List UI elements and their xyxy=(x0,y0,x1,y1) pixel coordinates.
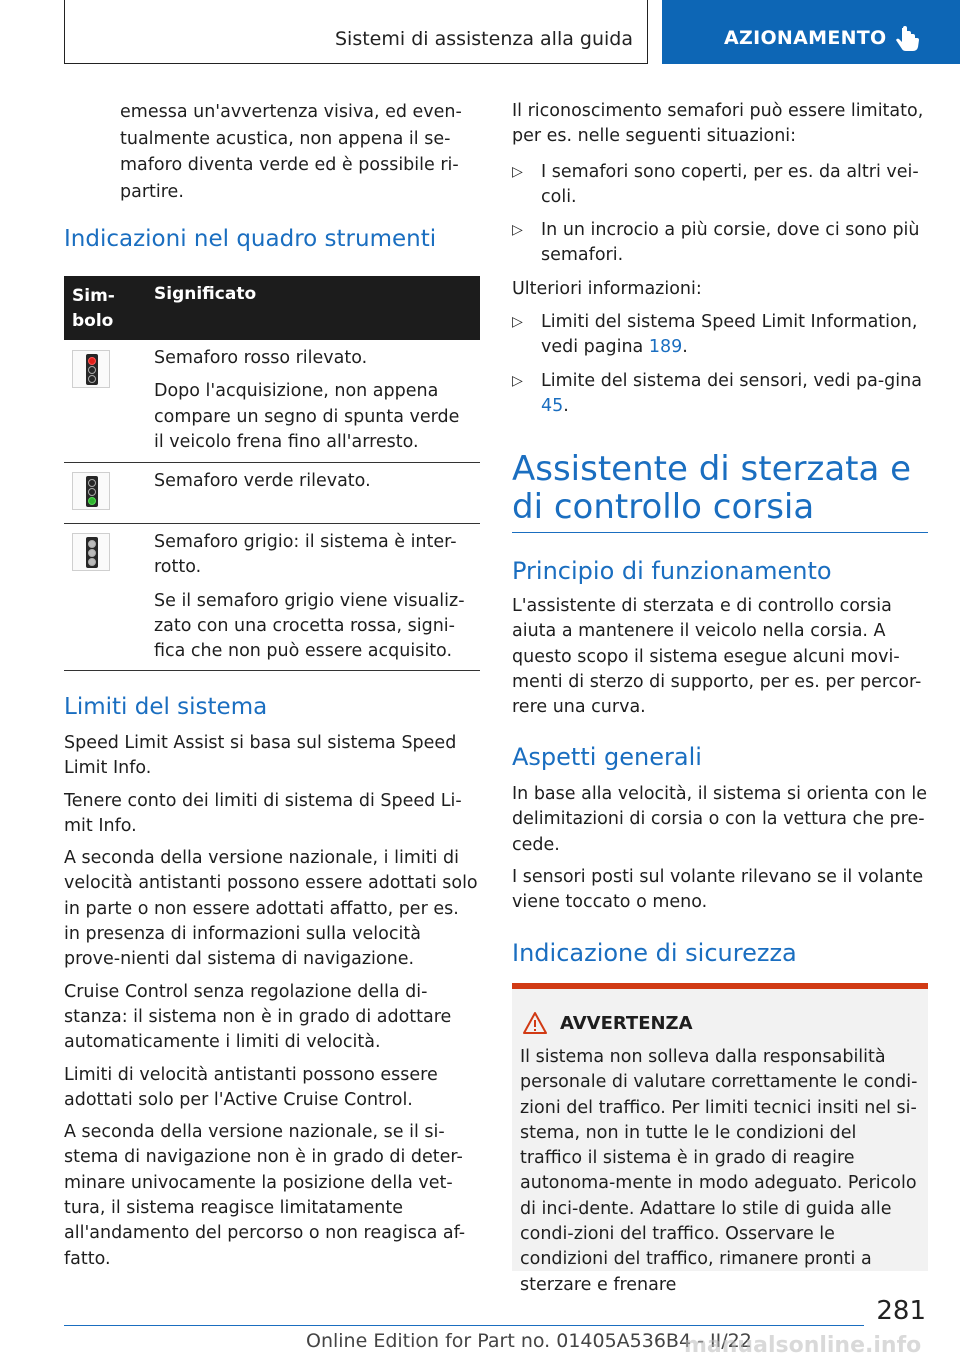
heading-rule xyxy=(512,532,928,533)
heading-indicazioni: Indicazioni nel quadro strumenti xyxy=(64,226,437,252)
page-link[interactable]: 45 xyxy=(541,395,564,416)
paragraph: Tenere conto dei limiti di sistema di Speed Li-mit Info. xyxy=(64,790,462,836)
page-link[interactable]: 189 xyxy=(648,337,683,358)
aspetti-body: In base alla velocità, il sistema si orienta con le delimitazioni di corsia o con la vettura che pre-cede. I sensori posti sul volante rilevano se il volante viene toccato o meno. xyxy=(512,784,927,913)
paragraph: Il riconoscimento semafori può essere limitato, per es. nelle seguenti situazioni: xyxy=(512,101,924,147)
table-row-red: Semaforo rosso rilevato. Dopo l'acquisizione, non appena compare un segno di spunta verde il veicolo frena fino all'arresto. xyxy=(154,348,460,452)
principio-body: L'assistente di sterzata e di controllo corsia aiuta a mantenere il veicolo nella corsia. A questo scopo il sistema esegue alcuni movi-menti di sterzo di supporto, per es. per percor-rere una curva. xyxy=(512,596,922,718)
col-meaning-header: Significato xyxy=(154,284,257,304)
traffic-light-grey-icon xyxy=(72,533,110,571)
header-chapter-box xyxy=(662,0,960,64)
triangle-bullet-icon: ▷ xyxy=(512,372,523,389)
table-divider xyxy=(64,670,480,671)
paragraph: Speed Limit Assist si basa sul sistema Speed Limit Info. xyxy=(64,733,457,779)
paragraph: Cruise Control senza regolazione della di-stanza: il sistema non è in grado di adottare automaticamente i limiti di velocità. xyxy=(64,981,452,1053)
section-title: Sistemi di assistenza alla guida xyxy=(334,28,633,50)
triangle-bullet-icon: ▷ xyxy=(512,314,523,331)
traffic-light-green-icon xyxy=(72,472,110,510)
col-symbol-header: Sim- bolo xyxy=(72,286,115,331)
list-item: ▷ Limiti del sistema Speed Limit Information, vedi pagina 189. xyxy=(512,312,918,358)
list-item: ▷ I semafori sono coperti, per es. da altri vei-coli. xyxy=(512,161,919,207)
paragraph: A seconda della versione nazionale, i limiti di velocità antistanti possono essere adottati solo in parte o non essere adottati affatto, per es. in presenza di informazioni sulla velocità prove-nienti dal sistema di navigazione. xyxy=(64,848,478,970)
table-divider xyxy=(64,523,480,524)
header-section-box xyxy=(64,0,648,64)
warning-title: AVVERTENZA xyxy=(560,1013,693,1034)
warning-text: Il sistema non solleva dalla responsabilità personale di valutare correttamente le condi-zioni del traffico. Per limiti tecnici insiti nel si-stema, non in tutte le le condizioni del traffico il sistema è in grado di reagire autonoma-mente in modo adeguato. Pericolo di inci-dente. Adattare lo stile di guida alle condi-zioni del traffico. Osservare le condizioni del traffico, rimanere pronti a sterzare e frenare xyxy=(520,1047,918,1295)
heading-limiti: Limiti del sistema xyxy=(64,694,268,720)
table-divider xyxy=(64,462,480,463)
triangle-bullet-icon: ▷ xyxy=(512,163,523,180)
footer-rule xyxy=(64,1325,864,1326)
heading-sicurezza: Indicazione di sicurezza xyxy=(512,939,797,967)
page-number: 281 xyxy=(876,1296,926,1326)
hand-pointer-icon xyxy=(894,26,920,54)
watermark: manualsonline.info xyxy=(684,1333,922,1358)
section-heading: Assistente di sterzata e di controllo corsia xyxy=(512,449,912,527)
table-row-grey: Semaforo grigio: il sistema è inter-rotto. Se il semaforo grigio viene visualiz-zato con una crocetta rossa, signi-fica che non può essere acquisito. xyxy=(154,532,465,662)
table-row-green: Semaforo verde rilevato. xyxy=(154,471,371,491)
table-header xyxy=(64,276,480,340)
paragraph: A seconda della versione nazionale, se il si-stema di navigazione non è in grado di deter-minare univocamente la posizione della vet-tura, il sistema reagisce limitatamente all'andamento del percorso o non reagisca af-fatto. xyxy=(64,1122,466,1269)
triangle-bullet-icon: ▷ xyxy=(512,222,523,239)
edition-label: Online Edition for Part no. 01405A536B4 - II/22 xyxy=(306,1330,752,1352)
list-item: ▷ Limite del sistema dei sensori, vedi pa-gina 45. xyxy=(512,370,922,416)
chapter-title: AZIONAMENTO xyxy=(724,27,887,49)
list-item: ▷ In un incrocio a più corsie, dove ci sono più semafori. xyxy=(512,220,920,266)
heading-principio: Principio di funzionamento xyxy=(512,557,832,585)
paragraph: Ulteriori informazioni: xyxy=(512,278,702,299)
heading-aspetti: Aspetti generali xyxy=(512,743,702,771)
right-intro xyxy=(512,99,928,419)
limiti-body xyxy=(64,731,480,1272)
warning-box xyxy=(512,983,928,1295)
paragraph: Limiti di velocità antistanti possono essere adottati solo per l'Active Cruise Control. xyxy=(64,1064,438,1110)
intro-paragraph: emessa un'avvertenza visiva, ed even-tualmente acustica, non appena il se-maforo diventa verde ed è possibile ri-partire. xyxy=(120,102,462,202)
warning-triangle-icon xyxy=(522,1011,548,1035)
traffic-light-red-icon xyxy=(72,350,110,388)
